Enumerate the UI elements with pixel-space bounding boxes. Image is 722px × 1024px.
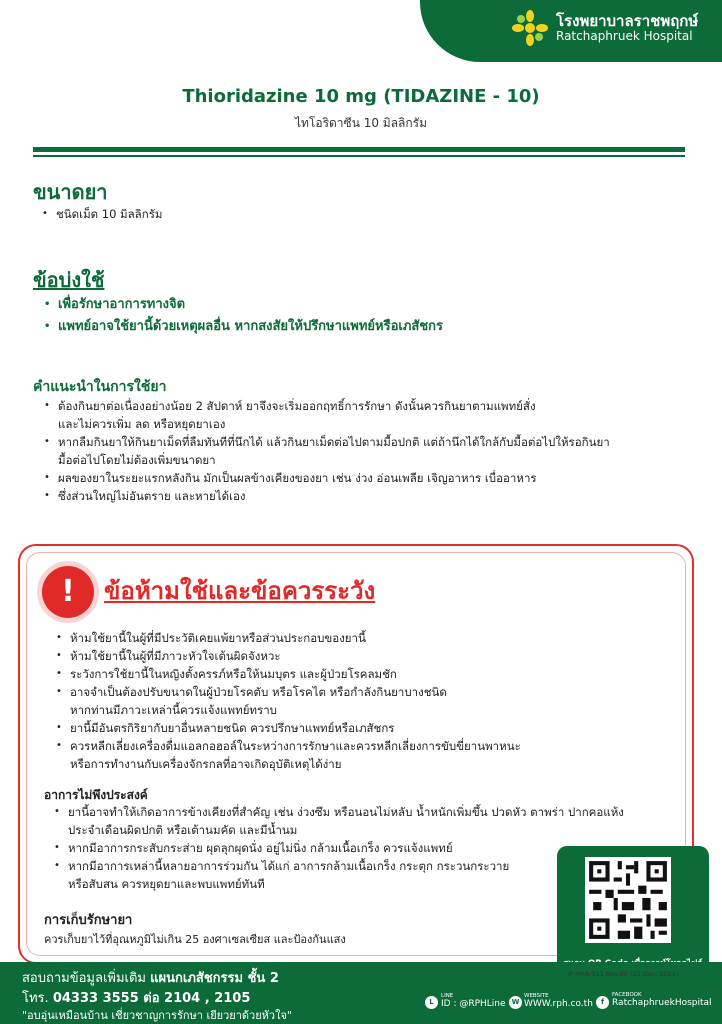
footer-phone-line [22,987,250,1008]
list-item: • อาจจำเป็นต้องปรับขนาดในผู้ป่วยโรคตับ หรือโรคไต หรือกำลังกินยาบางชนิด [54,683,521,701]
list-item: • เพื่อรักษาอาการทางจิต [42,294,443,316]
globe-icon: W [509,996,522,1009]
list-item: • ระวังการใช้ยานี้ในหญิงตั้งครรภ์หรือให้นมบุตร และผู้ป่วยโรคลมชัก [54,665,521,683]
list-item-continuation: ประจำเดือนผิดปกติ หรือเต้านมคัด และมีน้ำนม [68,823,298,837]
list-item: • ชนิดเม็ด 10 มิลลิกรัม [40,205,162,223]
footer-contact-prefix: สอบถามข้อมูลเพิ่มเติม [22,971,151,986]
list-item-continuation: และไม่ควรเพิ่ม ลด หรือหยุดยาเอง [58,417,226,431]
footer-department: แผนกเภสัชกรรม ชั้น 2 [150,971,279,986]
qr-code[interactable] [585,857,671,943]
list-item-continuation: มื้อต่อไปโดยไม่ต้องเพิ่มขนาดยา [58,453,216,467]
usage-heading: คำแนะนำในการใช้ยา [33,379,167,395]
list-item-continuation: หรือการทำงานกับเครื่องจักรกลที่อาจเกิดอุบัติเหตุได้ง่าย [70,757,342,771]
line-icon: L [425,996,438,1009]
dosage-list [40,205,162,223]
list-item: • ยานี้อาจทำให้เกิดอาการข้างเคียงที่สำคัญ เช่น ง่วงซึม หรือนอนไม่หลับ น้ำหนักเพิ่มขึ้น ปวดหัว ตาพร่า ปากคอแห้ง [52,803,624,821]
hospital-name-th: โรงพยาบาลราชพฤกษ์ [556,12,699,30]
list-item: • ยานี้มีอันตรกิริยากับยาอื่นหลายชนิด ควรปรึกษาแพทย์หรือเภสัชกร [54,719,521,737]
footer-contact-line [22,967,279,988]
indications-heading: ข้อบ่งใช้ [33,268,105,292]
line-contact[interactable] [441,993,506,1009]
list-item: • ผลของยาในระยะแรกหลังกิน มักเป็นผลข้างเคียงของยา เช่น ง่วง อ่อนเพลีย เจิญอาหาร เบื่ออาหาร [42,469,610,487]
list-item: • ซึ่งส่วนใหญ่ไม่อันตราย และหายได้เอง [42,487,610,505]
warnings-heading: ข้อห้ามใช้และข้อควรระวัง [104,577,376,605]
storage-heading: การเก็บรักษายา [44,913,133,928]
footer-slogan: "อบอุ่นเหมือนบ้าน เชี่ยวชาญการรักษา เยียวยาด้วยหัวใจ" [22,1009,292,1022]
drug-title: Thioridazine 10 mg (TIDAZINE - 10) [182,86,540,107]
list-item: • ต้องกินยาต่อเนื่องอย่างน้อย 2 สัปดาห์ ยาจึงจะเริ่มออกฤทธิ์การรักษา ดังนั้นควรกินยาตามแพทย์สั่ง [42,397,610,415]
divider-thick [33,147,685,152]
hospital-name-en: Ratchaphruek Hospital [556,29,693,43]
dosage-heading: ขนาดยา [33,180,108,204]
footer-phone-number[interactable]: 04333 3555 ต่อ 2104 , 2105 [52,991,251,1006]
hospital-logo-icon [511,9,549,47]
facebook-name: RatchaphruekHospital [612,998,712,1008]
line-label: LINE [441,993,454,999]
drug-subtitle: ไทโอริดาซีน 10 มิลลิกรัม [294,116,428,130]
usage-list [42,397,610,505]
list-item: • หากมีอาการกระสับกระส่าย ผุดลุกผุดนั่ง อยู่ไม่นิ่ง กล้ามเนื้อเกร็ง ควรแจ้งแพทย์ [52,839,624,857]
divider-thin [33,155,685,157]
footer-phone-prefix: โทร. [22,991,53,1006]
website-link[interactable] [524,993,593,1009]
list-item-continuation: หรือสับสน ควรหยุดยาและพบแพทย์ทันที [68,877,265,891]
website-url: WWW.rph.co.th [524,999,593,1009]
warnings-list [54,629,521,773]
facebook-label: FACEBOOK [612,992,642,998]
document-code: IF-PHA-511 Rev.00 (22 Dec. 2025) [568,970,679,978]
list-item: • หากลืมกินยาให้กินยาเม็ดที่ลืมทันทีที่นึกได้ แล้วกินยาเม็ดต่อไปตามมื้อปกติ แต่ถ้านึกได้ใกล้กับมื้อต่อไปให้รอกินยา [42,433,610,451]
list-item-continuation: หากท่านมีภาวะเหล่านี้ควรแจ้งแพทย์ทราบ [70,703,277,717]
side-effects-list [52,803,624,893]
facebook-icon: f [596,996,609,1009]
list-item: • ห้ามใช้ยานี้ในผู้ที่มีประวัติเคยแพ้ยาหรือส่วนประกอบของยานี้ [54,629,521,647]
facebook-link[interactable] [612,992,712,1008]
indications-list [42,294,443,338]
list-item: • ห้ามใช้ยานี้ในผู้ที่มีภาวะหัวใจเต้นผิดจังหวะ [54,647,521,665]
list-item: • ควรหลีกเลี่ยงเครื่องดื่มแอลกอฮอล์ในระหว่างการรักษาและควรหลีกเลี่ยงการขับขี่ยานพาหนะ [54,737,521,755]
storage-text: ควรเก็บยาไว้ที่อุณหภูมิไม่เกิน 25 องศาเซลเซียส และป้องกันแสง [44,933,346,946]
website-label: WEBSITE [524,993,549,999]
list-item: • แพทย์อาจใช้ยานี้ด้วยเหตุผลอื่น หากสงสัยให้ปรึกษาแพทย์หรือเภสัชกร [42,316,443,338]
line-id: ID : @RPHLine [441,999,506,1009]
side-effects-heading: อาการไม่พึงประสงค์ [44,788,148,802]
exclamation-icon: ! [61,574,75,609]
list-item: • หากมีอาการเหล่านี้หลายอาการร่วมกัน ได้แก่ อาการกล้ามเนื้อเกร็ง กระตุก กระวนกระวาย [52,857,624,875]
